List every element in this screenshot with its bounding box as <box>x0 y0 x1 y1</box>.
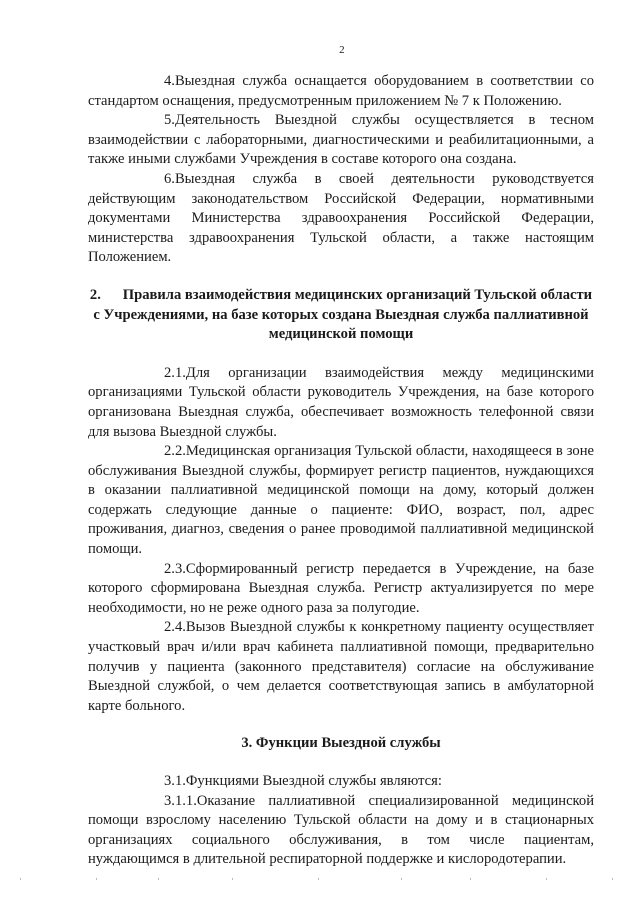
paragraph-text: Деятельность Выездной службы осуществляется в тесном взаимодействии с лабораторными, диагностическими и реабилитационными, а также иными службами Учреждения в составе которого она создана. <box>88 112 594 168</box>
paragraph-text: Медицинская организация Тульской области, находящееся в зоне обслуживания Выездной службы, формирует регистр пациентов, нуждающихся в оказании паллиативной медицинской помощи на дому, который должен содержать следующие данные о пациенте: ФИО, возраст, пол, адрес проживания, диагноз, сведения о ранее проводимой паллиативной медицинской помощи. <box>88 443 594 558</box>
paragraph-5 <box>88 111 594 170</box>
scan-artifacts <box>0 878 640 882</box>
paragraph-number: 6. <box>164 170 175 187</box>
paragraph-3-1 <box>88 772 594 792</box>
page-number: 2 <box>339 44 345 56</box>
paragraph-number: 4. <box>164 73 175 89</box>
paragraph-number: 2.3. <box>164 560 186 577</box>
paragraph-text: Для организации взаимодействия между медицинскими организациями Тульской области руководитель Учреждения, на базе которого организована Выездная служба, обеспечивает возможность телефонной связи для вызова Выездной службы. <box>88 364 594 440</box>
paragraph-number: 3.1. <box>164 773 186 789</box>
paragraph-2-3 <box>88 560 594 619</box>
section-2-heading: 2. Правила взаимодействия медицинских организаций Тульской области с Учреждениями, на базе которых создана Выездная служба паллиативной медицинской помощи <box>89 286 593 343</box>
paragraph-2-2 <box>88 442 594 560</box>
paragraph-2-4 <box>88 618 594 716</box>
paragraph-number: 2.4. <box>164 619 186 636</box>
paragraph-text: Выездная служба оснащается оборудованием в соответствии со стандартом оснащения, предусмотренным приложением № 7 к Положению. <box>88 73 594 109</box>
paragraph-2-1 <box>88 364 594 442</box>
section-3 <box>88 734 594 870</box>
section-2 <box>88 286 594 716</box>
document-body <box>88 72 594 870</box>
paragraph-6 <box>88 170 594 268</box>
paragraph-text: Вызов Выездной службы к конкретному пациенту осуществляет участковый врач и/или врач кабинета паллиативной помощи, предварительно получив у пациента (законного представителя) согласие на обслуживание Выездной службой, о чем делается соответствующая запись в амбулаторной карте больного. <box>88 619 594 714</box>
paragraph-number: 2.1. <box>164 364 186 381</box>
paragraph-3-1-1 <box>88 792 594 870</box>
paragraph-number: 3.1.1. <box>164 792 197 809</box>
paragraph-4 <box>88 72 594 111</box>
paragraph-text: Оказание паллиативной специализированной медицинской помощи взрослому населению Тульской области на дому и в стационарных организациях социального обслуживания, в том числе пациентам, нуждающимся в длительной респираторной поддержке и кислородотерапии. <box>88 792 594 868</box>
paragraph-number: 2.2. <box>164 443 186 460</box>
paragraph-text: Сформированный регистр передается в Учреждение, на базе которого сформирована Выездная служба. Регистр актуализируется по мере необходимости, но не реже одного раза за полугодие. <box>88 560 594 616</box>
paragraph-text: Выездная служба в своей деятельности руководствуется действующим законодательством Российской Федерации, нормативными документами Министерства здравоохранения Российской Федерации, министерства здравоохранения Тульской области, а также настоящим Положением. <box>88 170 594 266</box>
section-1-continuation <box>88 72 594 268</box>
paragraph-number: 5. <box>164 112 175 129</box>
section-3-heading: 3. Функции Выездной службы <box>241 735 441 752</box>
paragraph-text: Функциями Выездной службы являются: <box>185 773 442 789</box>
